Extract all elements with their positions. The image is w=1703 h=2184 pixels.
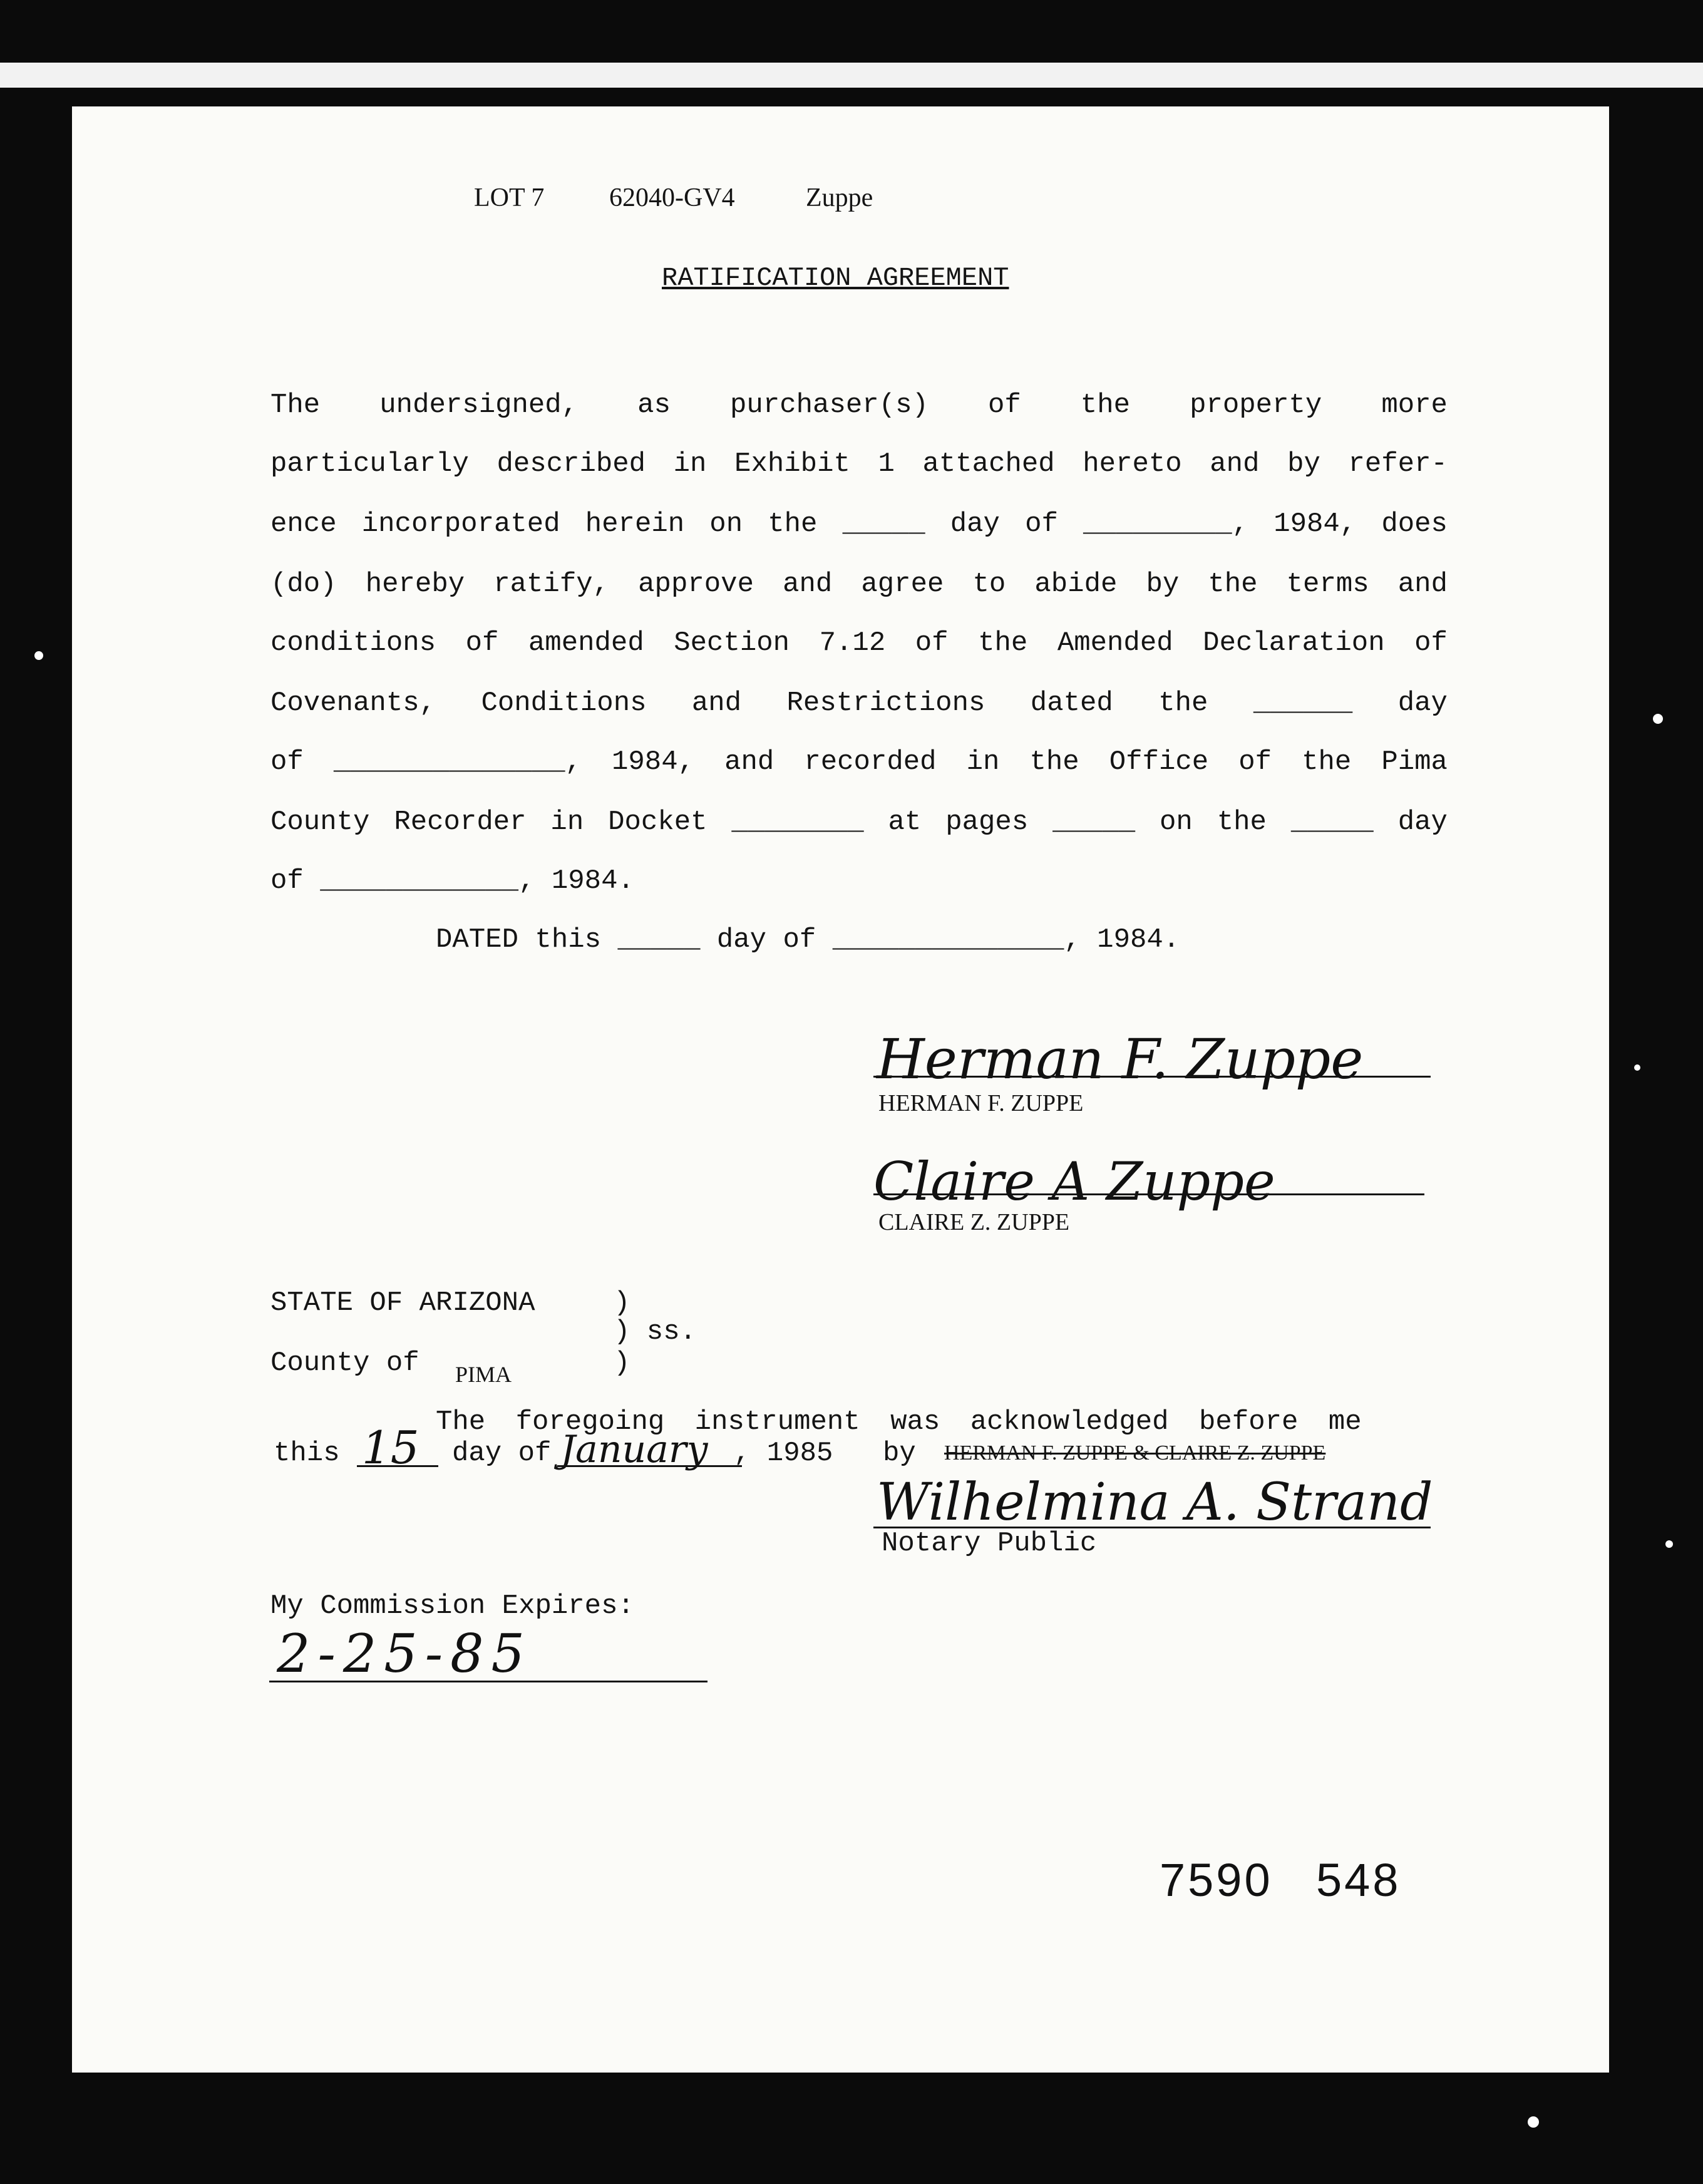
body-word: does <box>1381 508 1448 540</box>
body-word: ratify, <box>493 569 610 600</box>
body-word: of <box>270 746 304 778</box>
body-word: of <box>987 389 1021 421</box>
ack-month-value: January <box>560 1428 708 1471</box>
body-word: in <box>550 806 584 838</box>
body-word: _____ <box>842 508 925 540</box>
body-word: the <box>1080 389 1131 421</box>
body-word: the <box>978 627 1028 659</box>
scan-speck <box>1528 2116 1539 2128</box>
body-word: day <box>1397 806 1448 838</box>
printed-name-claire: CLAIRE Z. ZUPPE <box>878 1209 1070 1235</box>
body-word: agree <box>861 569 944 600</box>
body-word: Covenants, <box>270 688 436 719</box>
body-line <box>270 746 1448 778</box>
body-word: to <box>972 569 1006 600</box>
body-word: of <box>915 627 949 659</box>
scan-edge <box>0 63 1703 88</box>
scan-speck <box>1665 1540 1673 1548</box>
body-word: in <box>673 448 707 480</box>
venue-paren-1: ) <box>614 1287 630 1319</box>
body-word: pages <box>945 806 1029 838</box>
acknowledgment-line-1: The foregoing instrument was acknowledged before me <box>436 1406 1362 1438</box>
body-line <box>270 448 1448 480</box>
body-word: approve <box>638 569 754 600</box>
body-word: 1 <box>878 448 895 480</box>
body-word: and <box>724 746 774 778</box>
ack-day-value: 15 <box>362 1421 419 1474</box>
body-word: and <box>691 688 742 719</box>
venue-ss: ) ss. <box>614 1316 697 1347</box>
body-word: refer- <box>1348 448 1448 480</box>
body-word: Declaration <box>1203 627 1385 659</box>
body-word: day <box>1397 688 1448 719</box>
signature-line-2 <box>873 1193 1424 1195</box>
body-line <box>270 627 1448 659</box>
body-word: Amended <box>1057 627 1173 659</box>
body-word: undersigned, <box>379 389 579 421</box>
body-word: hereby <box>365 569 465 600</box>
lot-code: 62040-GV4 <box>609 183 735 212</box>
signature-claire: Claire A Zuppe <box>873 1151 1275 1212</box>
body-word: _________, <box>1083 508 1249 540</box>
body-last-line: of ____________, 1984. <box>270 865 634 897</box>
printed-name-herman: HERMAN F. ZUPPE <box>878 1090 1084 1116</box>
document-number: 7590 <box>1160 1854 1273 1906</box>
body-word: conditions <box>270 627 436 659</box>
body-word: day <box>950 508 1000 540</box>
body-word: Exhibit <box>734 448 850 480</box>
body-word: attached <box>922 448 1055 480</box>
body-word: purchaser(s) <box>730 389 929 421</box>
body-word: in <box>966 746 1000 778</box>
body-word: the <box>1029 746 1079 778</box>
county-label: County of <box>270 1347 419 1379</box>
scan-speck <box>1653 714 1663 724</box>
body-word: terms <box>1286 569 1369 600</box>
body-word: Docket <box>608 806 707 838</box>
body-word: dated <box>1030 688 1113 719</box>
body-line <box>270 688 1448 719</box>
body-word: 7.12 <box>819 627 886 659</box>
body-word: abide <box>1034 569 1118 600</box>
body-word: 1984, <box>611 746 695 778</box>
ack-this: this <box>274 1438 340 1469</box>
body-word: ______ <box>1253 688 1353 719</box>
page-number: 548 <box>1316 1854 1401 1906</box>
body-word: Office <box>1109 746 1209 778</box>
body-word: ence <box>270 508 337 540</box>
body-word: Pima <box>1381 746 1448 778</box>
county-value: PIMA <box>455 1362 512 1387</box>
body-word: at <box>888 806 922 838</box>
body-word: and <box>1210 448 1260 480</box>
body-word: by <box>1146 569 1180 600</box>
body-word: of <box>1414 627 1448 659</box>
lot-name: Zuppe <box>806 183 873 212</box>
body-word: particularly <box>270 448 469 480</box>
scan-speck <box>1634 1064 1640 1071</box>
body-word: as <box>637 389 671 421</box>
body-word: (do) <box>270 569 337 600</box>
body-word: amended <box>528 627 644 659</box>
body-line <box>270 508 1448 540</box>
notary-signature: Wilhelmina A. Strand <box>877 1473 1433 1532</box>
body-word: of <box>1025 508 1058 540</box>
body-word: ________ <box>731 806 864 838</box>
dated-line: DATED this _____ day of ______________, 1984. <box>436 924 1180 956</box>
ack-day-of: day of <box>452 1438 552 1469</box>
body-word: by <box>1287 448 1320 480</box>
body-word: of <box>1238 746 1272 778</box>
body-word: 1984, <box>1273 508 1357 540</box>
body-word: County <box>270 806 370 838</box>
ack-by: by <box>883 1438 916 1469</box>
ack-year: , 1985 <box>734 1438 833 1469</box>
body-word: Recorder <box>394 806 527 838</box>
ack-names: HERMAN F. ZUPPE & CLAIRE Z. ZUPPE <box>944 1441 1326 1465</box>
body-word: property <box>1190 389 1322 421</box>
body-word: the <box>1158 688 1208 719</box>
body-line <box>270 806 1448 838</box>
body-word: described <box>496 448 646 480</box>
body-word: Section <box>674 627 790 659</box>
body-word: the <box>1302 746 1352 778</box>
body-word: _____ <box>1052 806 1136 838</box>
body-word: ______________, <box>333 746 582 778</box>
lot-number: LOT 7 <box>474 183 545 212</box>
body-word: more <box>1381 389 1448 421</box>
body-word: The <box>270 389 321 421</box>
ack-month-line <box>557 1465 742 1467</box>
body-line <box>270 569 1448 600</box>
commission-date: 2-25-85 <box>277 1623 532 1684</box>
body-word: on <box>1160 806 1193 838</box>
ack-day-line <box>357 1465 438 1467</box>
signature-line-1 <box>873 1076 1431 1078</box>
body-word: of <box>465 627 499 659</box>
document-title: RATIFICATION AGREEMENT <box>662 263 1009 293</box>
body-word: _____ <box>1290 806 1374 838</box>
body-word: and <box>1397 569 1448 600</box>
body-line <box>270 389 1448 421</box>
body-word: hereto <box>1083 448 1182 480</box>
body-word: herein <box>585 508 685 540</box>
notary-label: Notary Public <box>882 1528 1097 1559</box>
body-word: and <box>783 569 833 600</box>
state-label: STATE OF ARIZONA <box>270 1287 535 1319</box>
body-word: recorded <box>804 746 937 778</box>
venue-paren-3: ) <box>614 1347 630 1379</box>
body-word: on <box>709 508 743 540</box>
signature-herman: Herman F. Zuppe <box>877 1027 1364 1091</box>
body-word: the <box>1217 806 1267 838</box>
commission-label: My Commission Expires: <box>270 1590 634 1622</box>
body-word: the <box>768 508 818 540</box>
body-word: the <box>1208 569 1258 600</box>
body-word: Restrictions <box>786 688 985 719</box>
body-word: Conditions <box>481 688 647 719</box>
scan-speck <box>34 651 43 660</box>
body-word: incorporated <box>361 508 560 540</box>
commission-line <box>269 1681 707 1682</box>
